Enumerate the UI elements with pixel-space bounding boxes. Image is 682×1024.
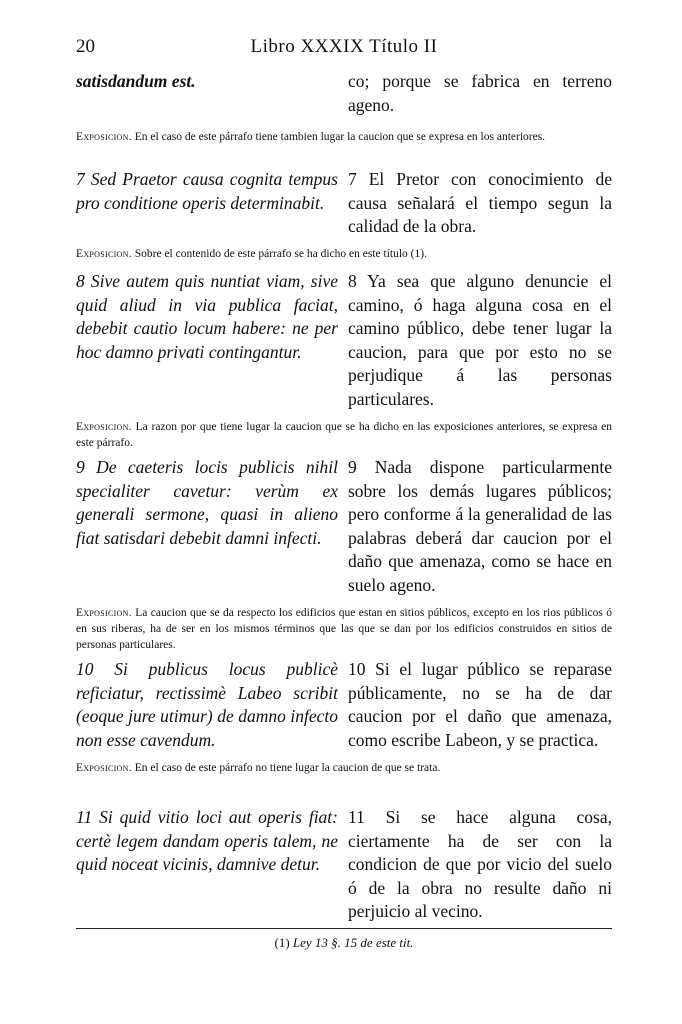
exposicion-text: En el caso de este párrafo no tiene lugar la caucion de que se trata. <box>134 762 441 774</box>
exposicion <box>76 419 612 451</box>
exposicion <box>76 760 612 776</box>
section-continuation <box>76 70 612 145</box>
page-header <box>76 36 612 60</box>
spanish-text: 8 Ya sea que alguno denuncie el camino, ó haga alguna cosa en el camino público, debe tener lugar la caucion, para que por esto no se perjudique á las personas particulares. <box>348 271 612 409</box>
exposicion-label: Exposicion. <box>76 421 132 433</box>
spanish-text: 10 Si el lugar público se reparase públicamente, no se ha de dar caucion por el daño que amenaza, como escribe Labeon, y se practica. <box>348 659 612 750</box>
exposicion-label: Exposicion. <box>76 131 132 143</box>
section-7 <box>76 168 612 262</box>
latin-text: 7 Sed Praetor causa cognita tempus pro conditione operis determinabit. <box>76 169 338 213</box>
exposicion-label: Exposicion. <box>76 247 132 260</box>
footnote-marker: (1) <box>274 935 290 950</box>
section-11 <box>76 806 612 924</box>
footnote <box>76 935 612 951</box>
footnote-rule <box>76 928 612 929</box>
exposicion-label: Exposicion. <box>76 762 132 774</box>
page-number: 20 <box>76 36 95 57</box>
running-title: Libro XXXIX Título II <box>250 36 438 57</box>
exposicion <box>76 129 612 145</box>
spanish-text: 7 El Pretor con conocimiento de causa señalará el tiempo segun la calidad de la obra. <box>348 169 612 236</box>
section-9 <box>76 456 612 653</box>
footnote-text: Ley 13 §. 15 de este tit. <box>292 935 414 950</box>
exposicion-text: En el caso de este párrafo tiene tambien lugar la caucion que se expresa en los anteriores. <box>134 131 546 143</box>
latin-text: satisdandum est. <box>76 71 196 91</box>
spanish-text: 11 Si se hace alguna cosa, ciertamente ha de ser con la condicion de que por vicio del suelo ó de la obra no resulte daño ni perjuicio al vecino. <box>348 807 612 921</box>
exposicion-text: La razon por que tiene lugar la caucion que se ha dicho en las exposiciones anteriores, se expresa en este párrafo. <box>76 421 612 449</box>
exposicion <box>76 605 612 653</box>
exposicion-label: Exposicion. <box>76 607 132 619</box>
latin-text: 8 Sive autem quis nuntiat viam, sive quid aliud in via publica faciat, debebit cautio locum habere: ne per hoc damno privati contingantur. <box>76 271 338 362</box>
latin-text: 9 De caeteris locis publicis nihil specialiter cavetur: verùm ex generali sermone, quasi in alieno fiat satisdari debebit damni infecti. <box>76 457 338 548</box>
exposicion <box>76 246 612 262</box>
section-8 <box>76 270 612 451</box>
exposicion-text: Sobre el contenido de este párrafo se ha dicho en este título (1). <box>134 247 427 260</box>
exposicion-text: La caucion que se da respecto los edificios que estan en sitios públicos, excepto en los rios públicos ó en sus riberas, ha de ser en los mismos términos que las que se dan por los edificios construidos en sitios de personas particulares. <box>76 607 612 651</box>
section-10 <box>76 658 612 776</box>
latin-text: 10 Si publicus locus publicè reficiatur, rectissimè Labeo scribit (eoque jure utimur) de damno infecto non esse cavendum. <box>76 659 338 750</box>
spanish-text: 9 Nada dispone particularmente sobre los demás lugares públicos; pero conforme á la generalidad de las palabras deberá dar caucion por el daño que amenaza, como se hace en suelo ageno. <box>348 457 612 595</box>
spanish-text: co; porque se fabrica en terreno ageno. <box>348 71 612 115</box>
latin-text: 11 Si quid vitio loci aut operis fiat: certè legem dandam operis talem, ne quid noceat vicinis, damnive detur. <box>76 807 338 874</box>
